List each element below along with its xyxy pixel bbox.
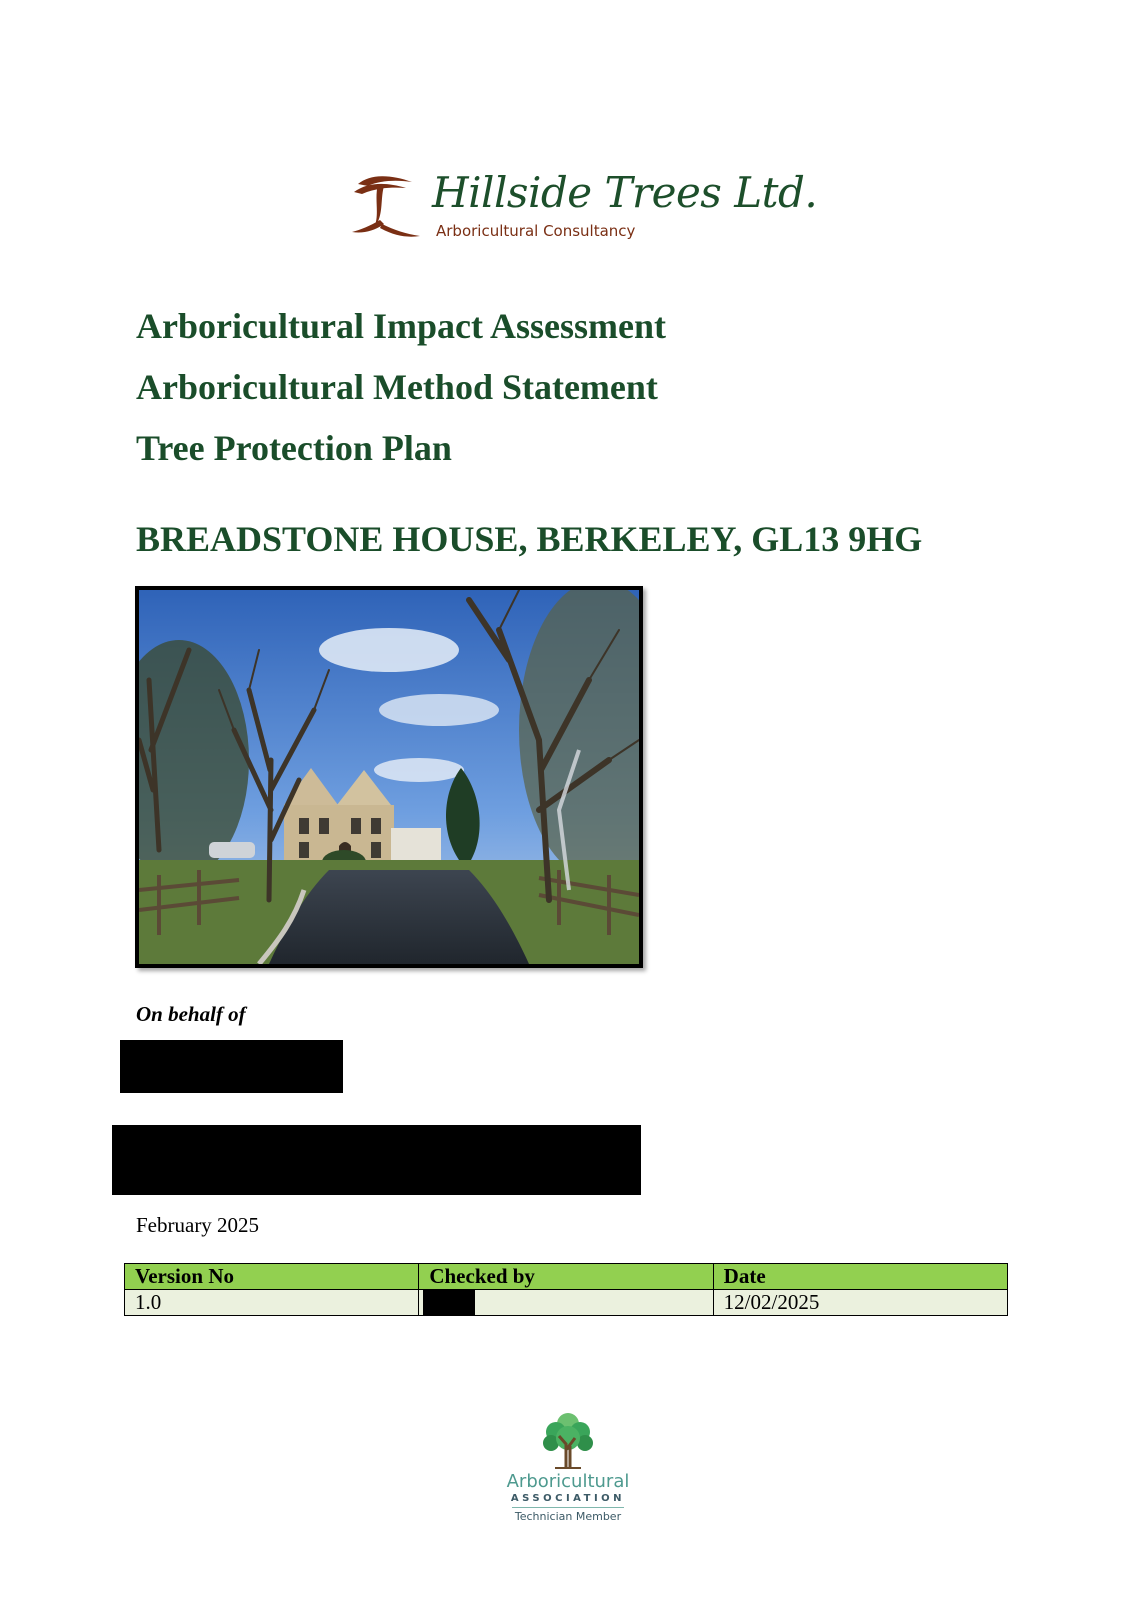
document-date: February 2025 [136, 1213, 260, 1237]
tree-icon [541, 1410, 595, 1470]
table-row [125, 1290, 1008, 1316]
company-tagline: Arboricultural Consultancy [436, 222, 636, 240]
logo-divider [512, 1507, 624, 1508]
tree-logo-icon [350, 170, 426, 242]
title-tree-protection-plan: Tree Protection Plan [136, 428, 452, 468]
membership-level: Technician Member [514, 1510, 622, 1523]
site-address-title: BREADSTONE HOUSE, BERKELEY, GL13 9HG [136, 519, 923, 559]
cell-checked-by [419, 1290, 713, 1316]
header-version-no: Version No [125, 1264, 419, 1290]
title-method-statement: Arboricultural Method Statement [136, 367, 658, 407]
house-driveway-photo [135, 586, 643, 968]
on-behalf-label: On behalf of [136, 1002, 246, 1026]
document-titles [136, 306, 666, 489]
header-checked-by: Checked by [419, 1264, 713, 1290]
association-name: Arboricultural [506, 1471, 630, 1492]
redacted-client-address [112, 1125, 641, 1195]
version-table [124, 1263, 1008, 1316]
cell-version: 1.0 [125, 1290, 419, 1316]
company-logo [350, 168, 818, 248]
association-label: ASSOCIATION [510, 1493, 626, 1504]
company-name: Hillside Trees Ltd. [432, 168, 818, 217]
arboricultural-association-logo [506, 1410, 630, 1540]
cell-date: 12/02/2025 [713, 1290, 1007, 1316]
header-date: Date [713, 1264, 1007, 1290]
version-table-header [125, 1264, 1008, 1290]
redacted-checker [423, 1290, 475, 1315]
redacted-client-name [120, 1040, 343, 1093]
title-impact-assessment: Arboricultural Impact Assessment [136, 306, 666, 346]
